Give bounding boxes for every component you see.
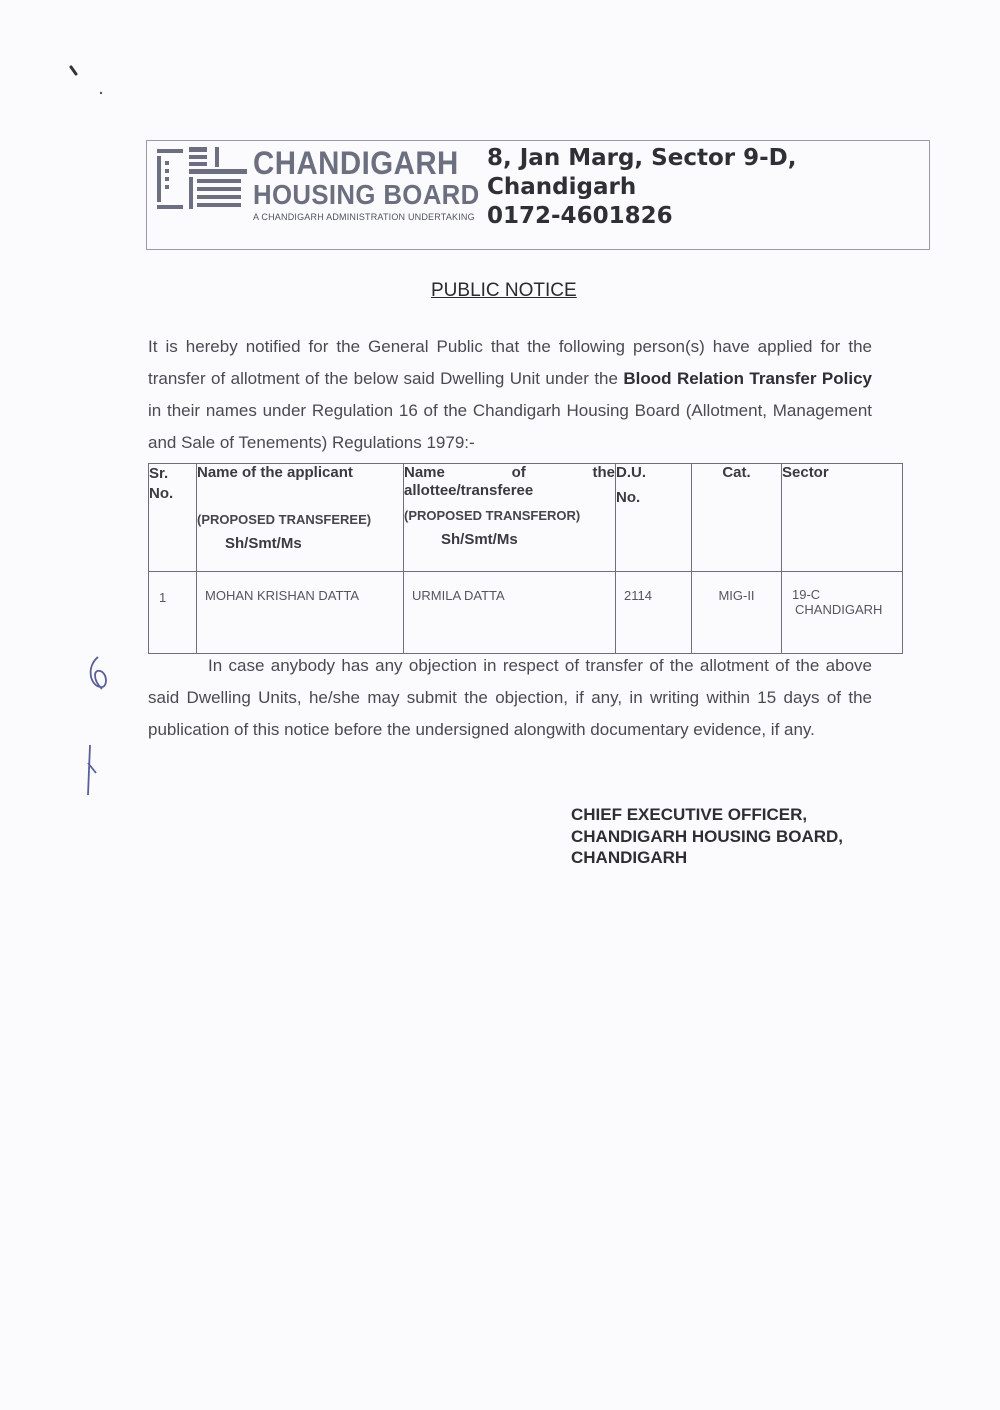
address-line-2: Chandigarh (487, 174, 637, 200)
row-du-no: 2114 (616, 572, 692, 654)
policy-name: Blood Relation Transfer Policy (623, 369, 873, 388)
row-sr: 1 (149, 572, 197, 654)
table-header-row (149, 464, 903, 572)
intro-text-1: It is hereby notified for the General Public that the following person(s) have applied for the transfer of allotment of the below said Dwelling Unit under the (148, 337, 872, 388)
objection-paragraph: In case anybody has any objection in respect of transfer of the allotment of the above said Dwelling Units, he/she may submit the objection, if any, in writing within 15 days of the publication of this notice before the undersigned alongwith documentary evidence, if any. (148, 656, 872, 739)
notice-title: PUBLIC NOTICE (431, 280, 577, 301)
header-sr-no: Sr. No. (149, 464, 197, 572)
header-sector: Sector (782, 464, 903, 572)
signature-line-1: CHIEF EXECUTIVE OFFICER, (571, 805, 808, 824)
handwritten-initials-icon (78, 645, 118, 805)
org-name: CHANDIGARH (253, 145, 459, 181)
ink-mark-icon (68, 62, 108, 102)
signature-line-2: CHANDIGARH HOUSING BOARD, (571, 826, 843, 846)
row-applicant: MOHAN KRISHAN DATTA (197, 572, 404, 654)
row-cat: MIG-II (692, 572, 782, 654)
header-cat: Cat. (692, 464, 782, 572)
address-line-1: 8, Jan Marg, Sector 9-D, (487, 145, 797, 171)
intro-paragraph (148, 331, 872, 459)
phone-number: 0172-4601826 (487, 203, 673, 229)
intro-text-2: in their names under Regulation 16 of the Chandigarh Housing Board (Allotment, Management and Sale of Tenements) Regulations 1979:- (148, 401, 872, 452)
signature-block (571, 804, 843, 869)
chb-logo-icon (157, 147, 247, 211)
org-address (487, 144, 797, 231)
table-row (149, 572, 903, 654)
org-name-line2: HOUSING BOARD (253, 179, 480, 210)
row-sector: 19-C CHANDIGARH (782, 572, 903, 654)
letterhead (146, 140, 930, 250)
signature-line-3: CHANDIGARH (571, 848, 688, 867)
transfer-table (148, 463, 903, 654)
header-applicant: Name of the applicant (PROPOSED TRANSFEREE) Sh/Smt/Ms (197, 464, 404, 572)
row-allottee: URMILA DATTA (404, 572, 616, 654)
header-du-no: D.U. No. (616, 464, 692, 572)
org-tagline: A CHANDIGARH ADMINISTRATION UNDERTAKING (253, 212, 475, 222)
header-allottee: Name of the allottee/transferee (PROPOSED TRANSFEROR) Sh/Smt/Ms (404, 464, 616, 572)
